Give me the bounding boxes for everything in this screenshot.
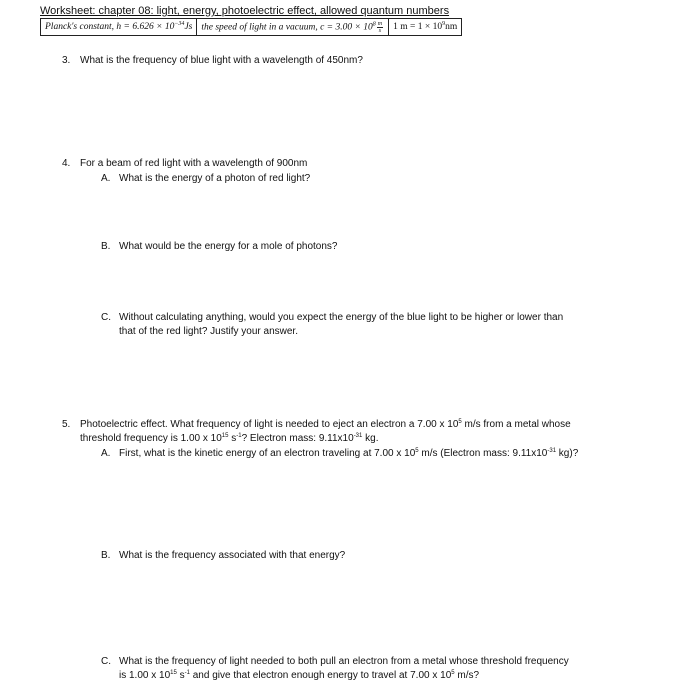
meter-conversion-text: 1 m = 1 × 10 — [393, 22, 443, 32]
q5-line2-part-b: s — [228, 433, 237, 444]
question-5-line2 — [80, 432, 378, 445]
question-3-number: 3. — [62, 55, 71, 66]
q5a-exponent-2: -31 — [547, 448, 557, 454]
question-5b-label: B. — [101, 550, 111, 561]
speed-of-light-cell — [197, 19, 389, 36]
q5-line2-part-a: threshold frequency is 1.00 x 10 — [80, 433, 222, 444]
q5-line2-exponent-3: -31 — [353, 433, 363, 439]
question-5-number: 5. — [62, 419, 71, 430]
question-4a-label: A. — [101, 173, 111, 184]
speed-unit-fraction — [377, 21, 383, 34]
q5c-line2-exponent-1: 15 — [170, 670, 177, 676]
q5a-part-c: kg)? — [556, 448, 579, 459]
q5c-line2-part-d: m/s? — [454, 670, 480, 681]
question-5c-line2 — [119, 669, 479, 682]
question-5b-text: What is the frequency associated with that energy? — [119, 550, 346, 561]
q5a-exponent-1: 5 — [415, 448, 419, 454]
q5-line1-part-b: m/s from a metal whose — [461, 419, 571, 430]
meter-exponent: 9 — [442, 21, 446, 27]
question-4b-text: What would be the energy for a mole of photons? — [119, 241, 338, 252]
worksheet-title: Worksheet: chapter 08: light, energy, photoelectric effect, allowed quantum numbers — [40, 5, 450, 17]
meter-unit: nm — [445, 22, 458, 32]
question-4-number: 4. — [62, 158, 71, 169]
q5c-line2-exponent-2: -1 — [184, 670, 190, 676]
planck-constant-text: Planck's constant, h = 6.626 × 10 — [45, 22, 175, 32]
question-5a-text — [119, 447, 578, 460]
q5c-line2-exponent-3: 5 — [451, 670, 455, 676]
q5c-line2-part-b: s — [176, 670, 185, 681]
q5a-part-b: m/s (Electron mass: 9.11x10 — [418, 448, 548, 459]
question-4b-label: B. — [101, 241, 111, 252]
question-4a-text: What is the energy of a photon of red light? — [119, 173, 311, 184]
q5-line1-part-a: Photoelectric effect. What frequency of light is needed to eject an electron a 7.00 x 10 — [80, 419, 459, 430]
question-3-text: What is the frequency of blue light with a wavelength of 450nm? — [80, 55, 363, 66]
question-5a-label: A. — [101, 448, 111, 459]
meter-conversion-cell — [389, 19, 462, 36]
question-5-line1 — [80, 418, 571, 431]
q5-line2-exponent-2: -1 — [236, 433, 242, 439]
question-4c-line2: that of the red light? Justify your answer. — [119, 326, 298, 337]
question-4-text: For a beam of red light with a wavelength of 900nm — [80, 158, 308, 169]
speed-exponent: 8 — [372, 21, 376, 28]
question-4c-line1: Without calculating anything, would you expect the energy of the blue light to be higher or lower than — [119, 312, 564, 323]
speed-unit-numerator: m — [377, 20, 383, 27]
speed-unit-denominator: s — [378, 27, 382, 34]
planck-exponent: −34 — [174, 21, 185, 27]
q5c-line2-part-a: is 1.00 x 10 — [119, 670, 171, 681]
question-4c-label: C. — [101, 312, 111, 323]
speed-of-light-text: the speed of light in a vacuum, c = 3.00 × 10 — [201, 22, 373, 33]
q5-line2-part-c: ? Electron mass: 9.11x10 — [241, 433, 354, 444]
q5a-part-a: First, what is the kinetic energy of an electron traveling at 7.00 x 10 — [119, 448, 416, 459]
q5-line2-part-d: kg. — [362, 433, 379, 444]
q5-line2-exponent-1: 15 — [221, 433, 229, 439]
q5-line1-exponent: 5 — [458, 419, 462, 425]
q5c-line2-part-c: and give that electron enough energy to travel at 7.00 x 10 — [189, 670, 452, 681]
planck-unit: Js — [184, 22, 193, 32]
question-5c-label: C. — [101, 656, 111, 667]
planck-constant-cell — [41, 19, 197, 36]
constants-table — [40, 18, 462, 36]
question-5c-line1: What is the frequency of light needed to both pull an electron from a metal whose threshold frequency — [119, 656, 569, 667]
